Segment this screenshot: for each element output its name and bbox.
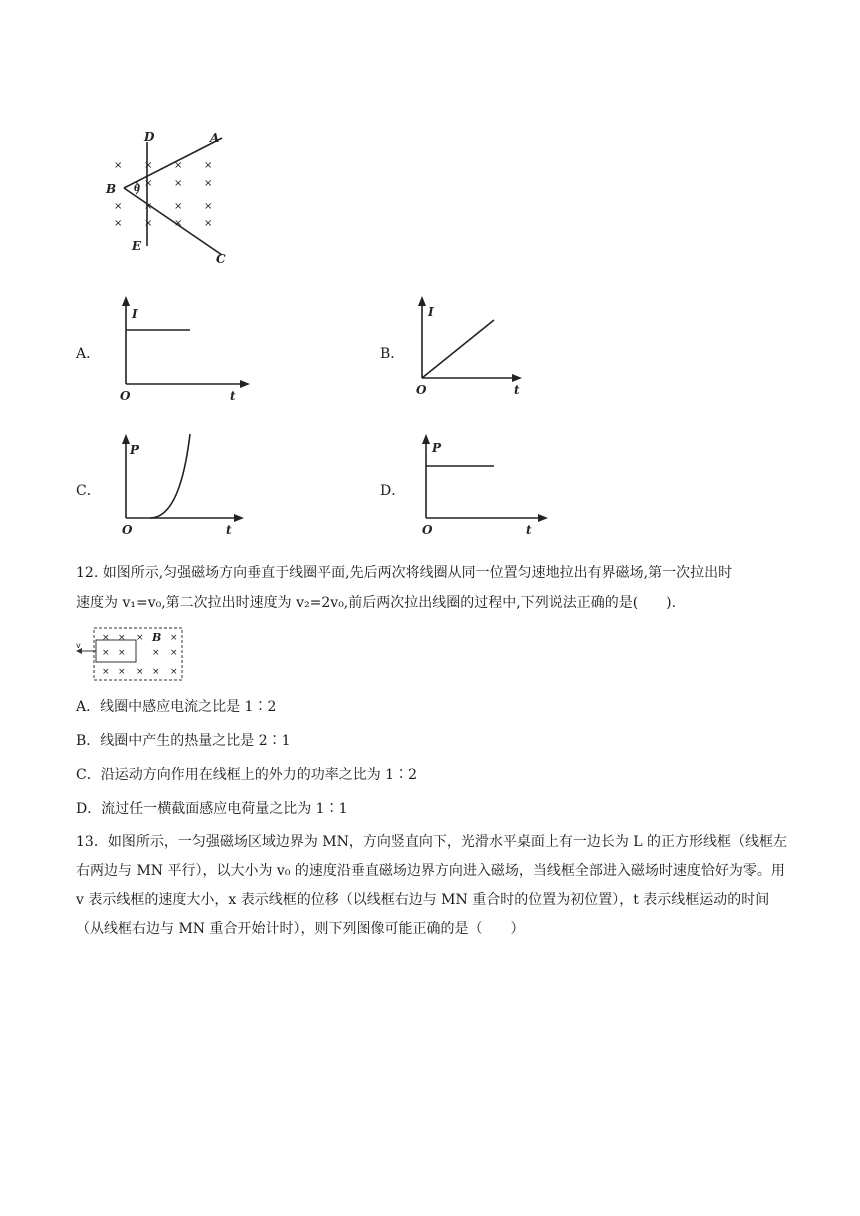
axis-y-label: I — [132, 307, 138, 321]
svg-text:×: × — [114, 218, 123, 229]
graph-option-c — [110, 432, 250, 542]
svg-text:×: × — [170, 667, 178, 677]
svg-text:×: × — [114, 160, 123, 171]
svg-text:×: × — [118, 648, 126, 658]
svg-text:×: × — [144, 201, 153, 212]
label-B: B — [152, 631, 162, 644]
axis-x-label: t — [526, 523, 532, 537]
svg-text:×: × — [102, 633, 110, 643]
svg-text:×: × — [152, 667, 160, 677]
svg-text:×: × — [118, 633, 126, 643]
option-b-label: B． — [380, 346, 405, 362]
label-E: E — [132, 239, 142, 253]
axis-x-label: t — [230, 389, 236, 403]
svg-text:×: × — [136, 633, 144, 643]
option-c-label: C． — [76, 483, 101, 499]
svg-text:×: × — [174, 218, 183, 229]
figure-q12-field — [76, 624, 188, 684]
label-v: v — [76, 641, 81, 650]
q12-stem-line2: 速度为 v₁=v₀,第二次拉出时速度为 v₂=2v₀,前后两次拉出线圈的过程中,下列说法正确的是( ). — [76, 595, 677, 611]
q12-option-a: A．线圈中感应电流之比是 1∶2 — [76, 699, 277, 715]
label-D: D — [144, 130, 155, 144]
svg-text:×: × — [152, 648, 160, 658]
origin-label: O — [422, 523, 433, 537]
origin-label: O — [120, 389, 131, 403]
field-cross-marks — [114, 160, 212, 229]
axis-x-label: t — [226, 523, 232, 537]
svg-text:×: × — [204, 178, 213, 189]
q12-option-b: B．线圈中产生的热量之比是 2∶1 — [76, 733, 291, 749]
svg-text:×: × — [174, 160, 183, 171]
svg-text:×: × — [114, 201, 123, 212]
origin-label: O — [122, 523, 133, 537]
option-a-label: A． — [76, 346, 101, 362]
q12-stem-line1: 12. 如图所示,匀强磁场方向垂直于线圈平面,先后两次将线圈从同一位置匀速地拉出有界磁场,第一次拉出时 — [76, 565, 733, 581]
svg-text:×: × — [174, 201, 183, 212]
origin-label: O — [416, 383, 427, 397]
label-A: A — [210, 131, 220, 145]
q13-stem: 13．如图所示，一匀强磁场区域边界为 MN，方向竖直向下，光滑水平桌面上有一边长为 L 的正方形线框（线框左右两边与 MN 平行），以大小为 v₀ 的速度沿垂直磁场边界方向进入磁场，当线框全部进入磁场时速度恰好为零。用 v 表示线框的速度大小，x 表示线框的位移（以线框右边与 MN 重合时的位置为初位置），t 表示线框运动的时间（从线框右边与 MN 重合开始计时），则下列图像可能正确的是（ ） — [76, 834, 788, 937]
svg-text:×: × — [144, 160, 153, 171]
q12-option-d: D．流过任一横截面感应电荷量之比为 1∶1 — [76, 801, 348, 817]
svg-text:×: × — [174, 178, 183, 189]
svg-text:×: × — [170, 633, 178, 643]
svg-text:×: × — [170, 648, 178, 658]
graph-option-a — [110, 296, 250, 406]
svg-text:×: × — [204, 218, 213, 229]
svg-text:×: × — [102, 648, 110, 658]
axis-y-label: P — [432, 441, 442, 455]
graph-option-b — [410, 296, 550, 406]
svg-text:×: × — [102, 667, 110, 677]
axis-y-label: P — [130, 443, 140, 457]
label-C: C — [216, 252, 226, 266]
axis-y-label: I — [428, 305, 434, 319]
svg-text:×: × — [136, 667, 144, 677]
figure-angle-field — [92, 130, 242, 270]
svg-text:×: × — [204, 160, 213, 171]
svg-text:×: × — [144, 218, 153, 229]
graph-option-d — [414, 432, 554, 542]
svg-text:×: × — [118, 667, 126, 677]
option-d-label: D． — [380, 483, 406, 499]
q12-option-c: C．沿运动方向作用在线框上的外力的功率之比为 1∶2 — [76, 767, 417, 783]
label-theta: θ — [134, 184, 141, 194]
label-B: B — [106, 182, 117, 196]
svg-text:×: × — [144, 178, 153, 189]
axis-x-label: t — [514, 383, 520, 397]
svg-text:×: × — [204, 201, 213, 212]
